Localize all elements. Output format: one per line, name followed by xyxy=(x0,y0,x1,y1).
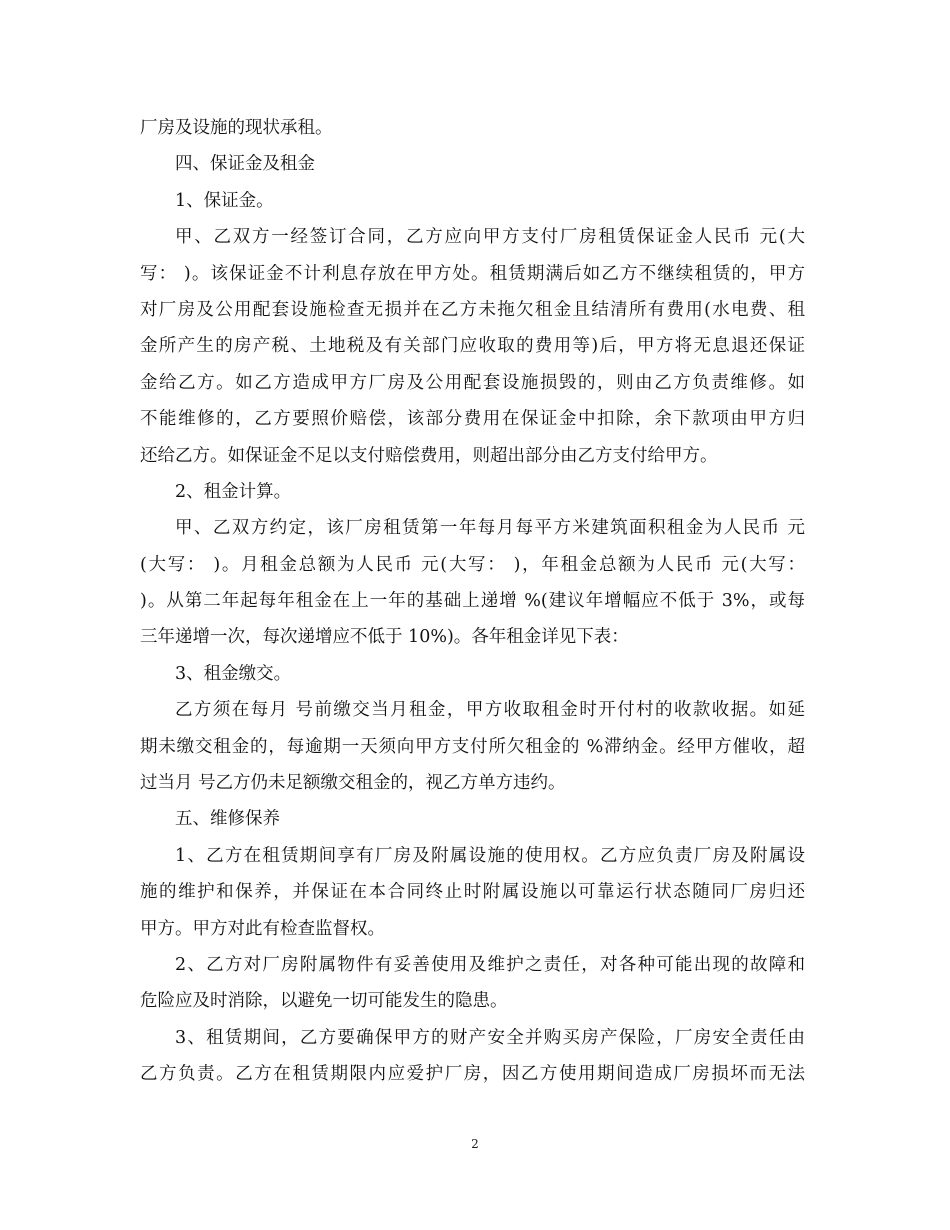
subsection-heading-rent-payment: 3、租金缴交。 xyxy=(175,663,292,684)
body-text-line: 3、租赁期间，乙方要确保甲方的财产安全并购买房产保险，厂房安全责任由 xyxy=(175,1027,805,1048)
section-heading-deposit-rent: 四、保证金及租金 xyxy=(175,154,315,175)
body-text-line: 甲、乙双方一经签订合同，乙方应向甲方支付厂房租赁保证金人民币 元(大 xyxy=(175,227,805,248)
body-text-line: 厂房及设施的现状承租。 xyxy=(140,118,333,138)
body-text-line: 金给乙方。如乙方造成甲方厂房及公用配套设施损毁的，则由乙方负责维修。如 xyxy=(140,372,805,393)
page-number: 2 xyxy=(471,1137,479,1151)
body-text-line: 三年递增一次，每次递增应不低于 10%)。各年租金详见下表： xyxy=(140,627,629,648)
subsection-heading-rent-calculation: 2、租金计算。 xyxy=(175,481,292,502)
document-body xyxy=(140,110,805,1093)
body-text-line: 甲方。甲方对此有检查监督权。 xyxy=(140,918,385,939)
body-text-line: 乙方负责。乙方在租赁期限内应爱护厂房，因乙方使用期间造成厂房损坏而无法 xyxy=(140,1064,805,1085)
body-text-line: 过当月 号乙方仍未足额缴交租金的，视乙方单方违约。 xyxy=(140,773,566,794)
body-text-line: 乙方须在每月 号前缴交当月租金，甲方收取租金时开付村的收款收据。如延 xyxy=(175,700,805,721)
body-text-line: 不能维修的，乙方要照价赔偿，该部分费用在保证金中扣除，余下款项由甲方归 xyxy=(140,409,805,430)
body-text-line: 金所产生的房产税、土地税及有关部门应收取的费用等)后，甲方将无息退还保证 xyxy=(140,336,805,357)
body-text-line: 还给乙方。如保证金不足以支付赔偿费用，则超出部分由乙方支付给甲方。 xyxy=(140,445,718,466)
body-text-line: 写： )。该保证金不计利息存放在甲方处。租赁期满后如乙方不继续租赁的，甲方 xyxy=(140,263,805,284)
body-text-line: (大写： )。月租金总额为人民币 元(大写： )，年租金总额为人民币 元(大写： xyxy=(140,554,805,575)
body-text-line: 期未缴交租金的，每逾期一天须向甲方支付所欠租金的 %滞纳金。经甲方催收，超 xyxy=(140,736,805,757)
body-text-line: 危险应及时消除，以避免一切可能发生的隐患。 xyxy=(140,991,508,1012)
section-heading-maintenance: 五、维修保养 xyxy=(175,809,280,830)
body-text-line: 2、乙方对厂房附属物件有妥善使用及维护之责任，对各种可能出现的故障和 xyxy=(175,954,805,975)
body-text-line: )。从第二年起每年租金在上一年的基础上递增 %(建议年增幅应不低于 3%，或每 xyxy=(140,591,805,612)
subsection-heading-deposit: 1、保证金。 xyxy=(175,190,274,211)
body-text-line: 施的维护和保养，并保证在本合同终止时附属设施以可靠运行状态随同厂房归还 xyxy=(140,882,805,903)
body-text-line: 甲、乙双方约定，该厂房租赁第一年每月每平方米建筑面积租金为人民币 元 xyxy=(175,518,805,539)
body-text-line: 对厂房及公用配套设施检查无损并在乙方未拖欠租金且结清所有费用(水电费、租 xyxy=(140,299,805,320)
body-text-line: 1、乙方在租赁期间享有厂房及附属设施的使用权。乙方应负责厂房及附属设 xyxy=(175,845,805,866)
